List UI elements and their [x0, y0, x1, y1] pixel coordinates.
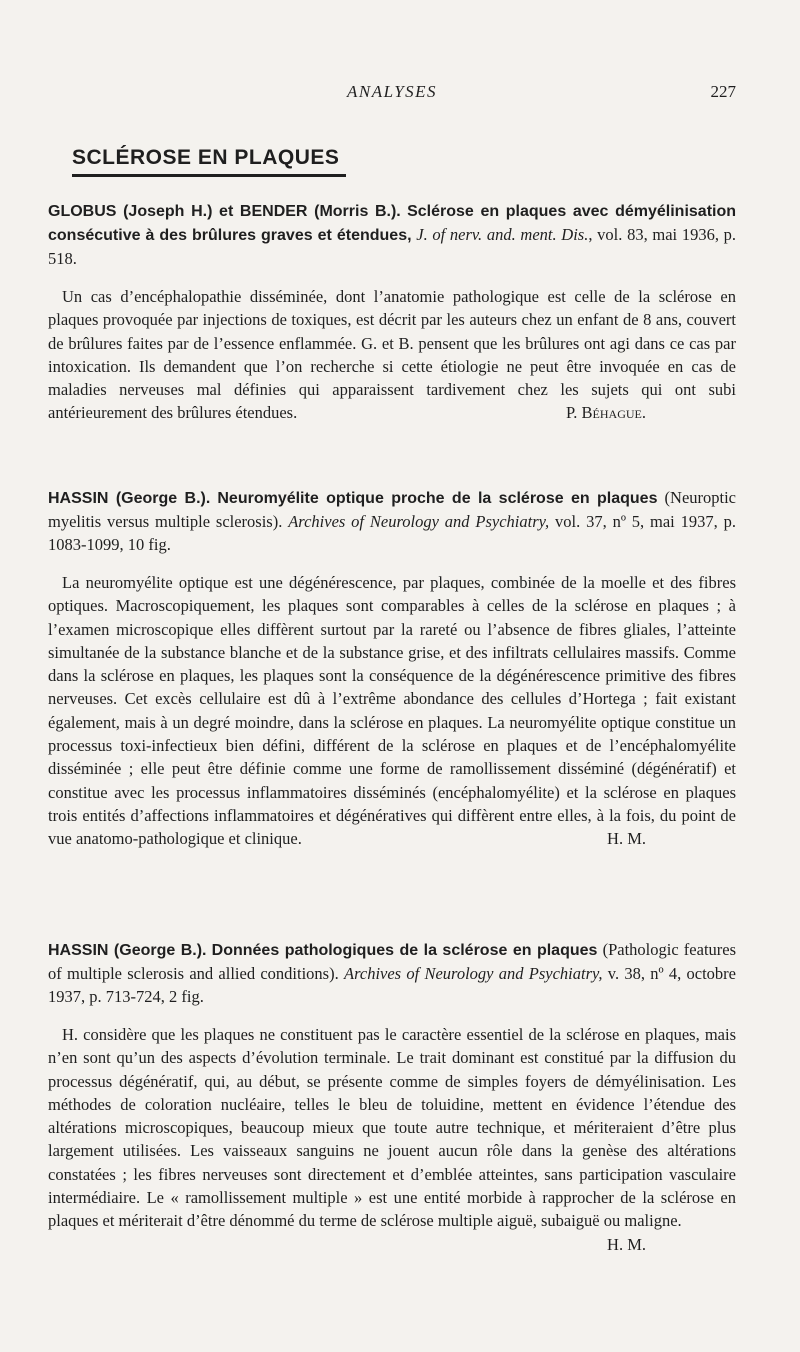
running-head [48, 82, 736, 104]
citation-details: vol. 37, nº 5, mai 1937, p. 1083-1099, 10 fig. [48, 512, 736, 554]
citation-title: Données pathologiques de la sclérose en plaques [211, 942, 598, 959]
citation-authors: HASSIN (George B.). [48, 942, 207, 959]
abstract-text: H. considère que les plaques ne constituent pas le caractère essentiel de la sclérose en plaques, mais n’en sont qu’un des aspects d’évolution terminale. Le trait dominant est constitué par la diffusion du processus dégénératif, qui, au début, se présente comme de simples foyers de démyélinisation. Les méthodes de coloration nucléaire, telles le bleu de toluidine, mettent en évidence l’étendue des altérations microscopiques, beaucoup mieux que toute autre technique, et mériteraient d’être plus largement utilisées. Les vaisseaux sanguins ne jouent aucun rôle dans la genèse des altérations constatées ; les fibres nerveuses sont directement et d’emblée atteintes, sans participation vasculaire intermédiaire. Le « ramollissement multiple » est une entité morbide à rapprocher de la sclérose en plaques et mériterait d’être dénommé du terme de sclérose multiple aiguë, subaiguë ou maligne. [48, 1025, 736, 1231]
abstract-text: Un cas d’encéphalopathie disséminée, dont l’anatomie pathologique est celle de la sclérose en plaques provoquée par injections de toxiques, est décrit par les auteurs chez un enfant de 8 ans, couvert de brûlures faites par de l’essence enflammée. G. et B. pensent que les brûlures ont agi dans ce cas par intoxication. Ils demandent que l’on recherche si cette étiologie ne peut être invoquée en cas de maladies nerveuses mal définies qui apparaissent tardivement chez les sujets qui ont subi antérieurement des brûlures étendues. [48, 287, 736, 423]
section-title: SCLÉROSE EN PLAQUES [72, 146, 340, 169]
abstract [48, 1023, 736, 1254]
citation-authors: GLOBUS (Joseph H.) et BENDER (Morris B.). [48, 203, 401, 220]
review-entry-hassin-neuromyelite [48, 486, 736, 851]
citation-authors: HASSIN (George B.). [48, 490, 211, 507]
citation-subtitle: (Neuroptic myelitis versus multiple sclerosis). [48, 488, 737, 531]
abstract [48, 285, 736, 425]
citation-title: Sclérose en plaques avec démyélinisation consécutive à des brûlures graves et étendues, [48, 203, 737, 244]
page-number: 227 [710, 82, 736, 101]
citation-journal: Archives of Neurology and Psychiatry, [343, 964, 603, 983]
running-title: ANALYSES [346, 82, 438, 101]
citation-details: v. 38, nº 4, octobre 1937, p. 713-724, 2 fig. [48, 964, 736, 1006]
citation-journal: Archives of Neurology and Psychiatry, [288, 512, 550, 531]
reviewer-signature: H. M. [607, 1234, 646, 1254]
section-title-underline [72, 174, 346, 177]
citation-journal: J. of nerv. and. ment. Dis. [416, 225, 589, 244]
citation [48, 199, 736, 270]
abstract-text: La neuromyélite optique est une dégénérescence, par plaques, combinée de la moelle et des fibres optiques. Macroscopiquement, les plaques sont comparables à celles de la sclérose en plaques ; à l’examen microscopique elles diffèrent surtout par la rareté ou l’absence de fibres gliales, l’atteinte simultanée de la substance blanche et de la substance grise, et des infiltrats cellulaires massifs. Comme dans la sclérose en plaques, les plaques sont la conséquence de la dégénérescence primitive des fibres nerveuses. Cet excès cellulaire est dû à l’extrême abondance des cellules d’Hortega ; fait existant également, mais à un degré moindre, dans la sclérose en plaques. La neuromyélite optique constitue un processus toxi-infectieux bien défini, différent de la sclérose en plaques et de l’encéphalomyélite disséminée ; elle peut être définie comme une forme de ramollissement disséminé (dégénératif) et constitue avec les processus inflammatoires disséminés (encéphalomyélite) et la sclérose en plaques trois entités d’affections inflammatoires et dégénératives qui diffèrent entre elles, à la fois, du point de vue anatomo-pathologique et clinique. [48, 573, 736, 849]
citation [48, 486, 736, 556]
reviewer-signature: P. Béhague. [565, 403, 646, 423]
review-entry-globus [48, 199, 736, 425]
abstract [48, 571, 736, 851]
reviewer-signature: H. M. [607, 829, 646, 849]
citation-title: Neuromyélite optique proche de la sclérose en plaques [217, 490, 658, 507]
citation-subtitle: (Pathologic features of multiple sclerosis and allied conditions). [48, 940, 737, 983]
citation [48, 938, 736, 1008]
review-entry-hassin-donnees [48, 938, 736, 1256]
citation-details: , vol. 83, mai 1936, p. 518. [48, 225, 737, 268]
